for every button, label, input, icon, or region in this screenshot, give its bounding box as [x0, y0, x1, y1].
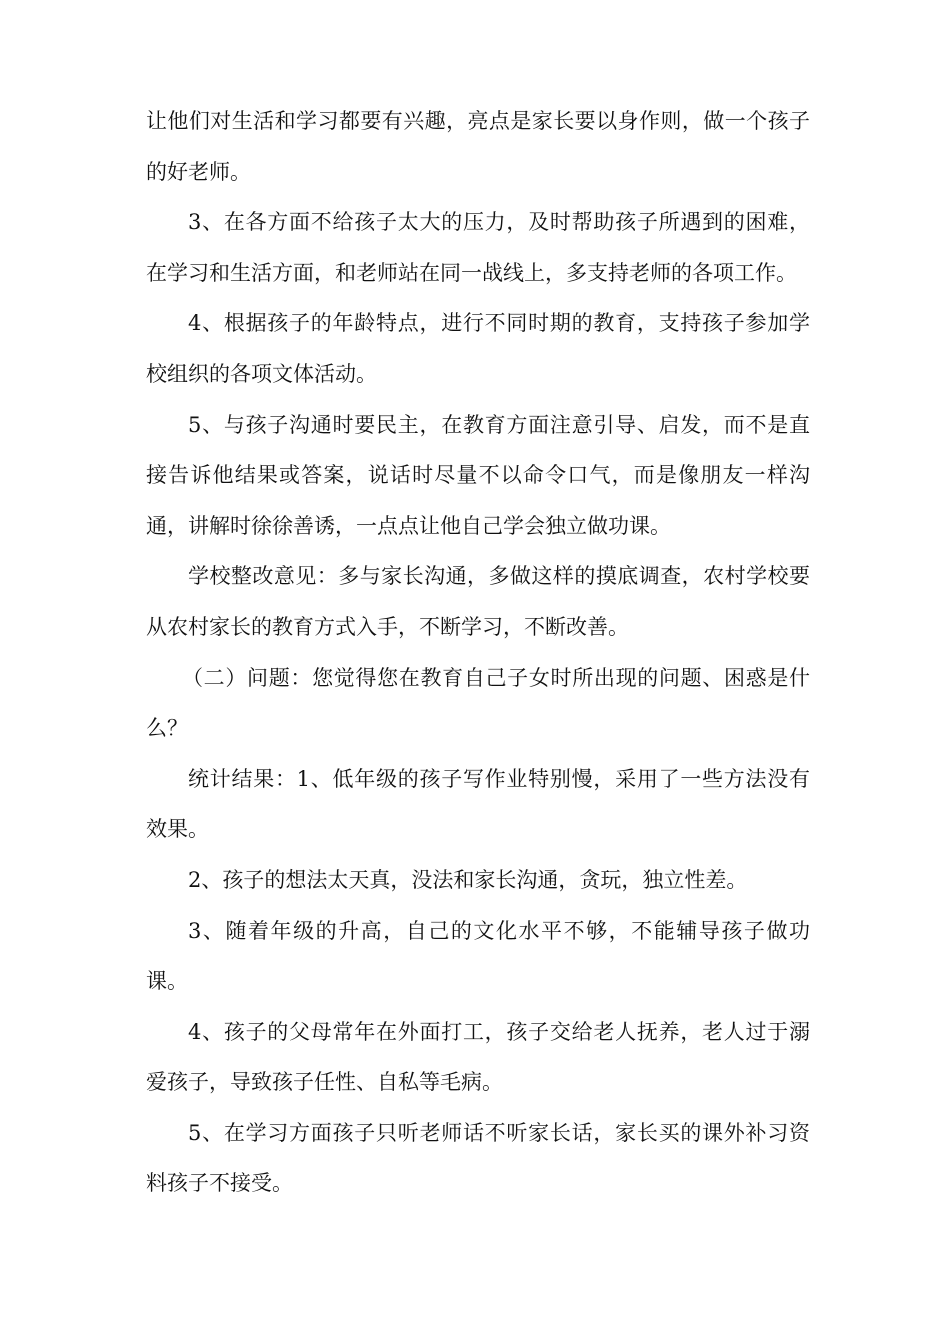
paragraph-statistics-2: 2、孩子的想法太天真，没法和家长沟通，贪玩，独立性差。 — [188, 867, 748, 892]
paragraph-school-opinion: 学校整改意见：多与家长沟通，多做这样的摸底调查，农村学校要从农村家长的教育方式入手，不断学习，不断改善。 — [146, 564, 810, 639]
paragraph-statistics-1: 统计结果：1、低年级的孩子写作业特别慢，采用了一些方法没有效果。 — [146, 766, 810, 842]
document-page — [146, 96, 810, 1209]
paragraph-statistics-5: 5、在学习方面孩子只听老师话不听家长话，家长买的课外补习资料孩子不接受。 — [146, 1120, 810, 1196]
paragraph-question-2: （二）问题：您觉得您在教育自己子女时所出现的问题、困惑是什么？ — [146, 665, 810, 741]
paragraph-continuation: 让他们对生活和学习都要有兴趣，亮点是家长要以身作则，做一个孩子的好老师。 — [146, 109, 810, 184]
paragraph-item-5: 5、与孩子沟通时要民主，在教育方面注意引导、启发，而不是直接告诉他结果或答案，说话时尽量不以命令口气，而是像朋友一样沟通，讲解时徐徐善诱，一点点让他自己学会独立做功课。 — [146, 412, 810, 538]
paragraph-item-3: 3、在各方面不给孩子太大的压力，及时帮助孩子所遇到的困难，在学习和生活方面，和老师站在同一战线上，多支持老师的各项工作。 — [146, 210, 810, 285]
paragraph-statistics-4: 4、孩子的父母常年在外面打工，孩子交给老人抚养，老人过于溺爱孩子，导致孩子任性、自私等毛病。 — [146, 1019, 810, 1095]
paragraph-statistics-3: 3、随着年级的升高，自己的文化水平不够，不能辅导孩子做功课。 — [146, 918, 810, 994]
paragraph-item-4: 4、根据孩子的年龄特点，进行不同时期的教育，支持孩子参加学校组织的各项文体活动。 — [146, 311, 810, 386]
